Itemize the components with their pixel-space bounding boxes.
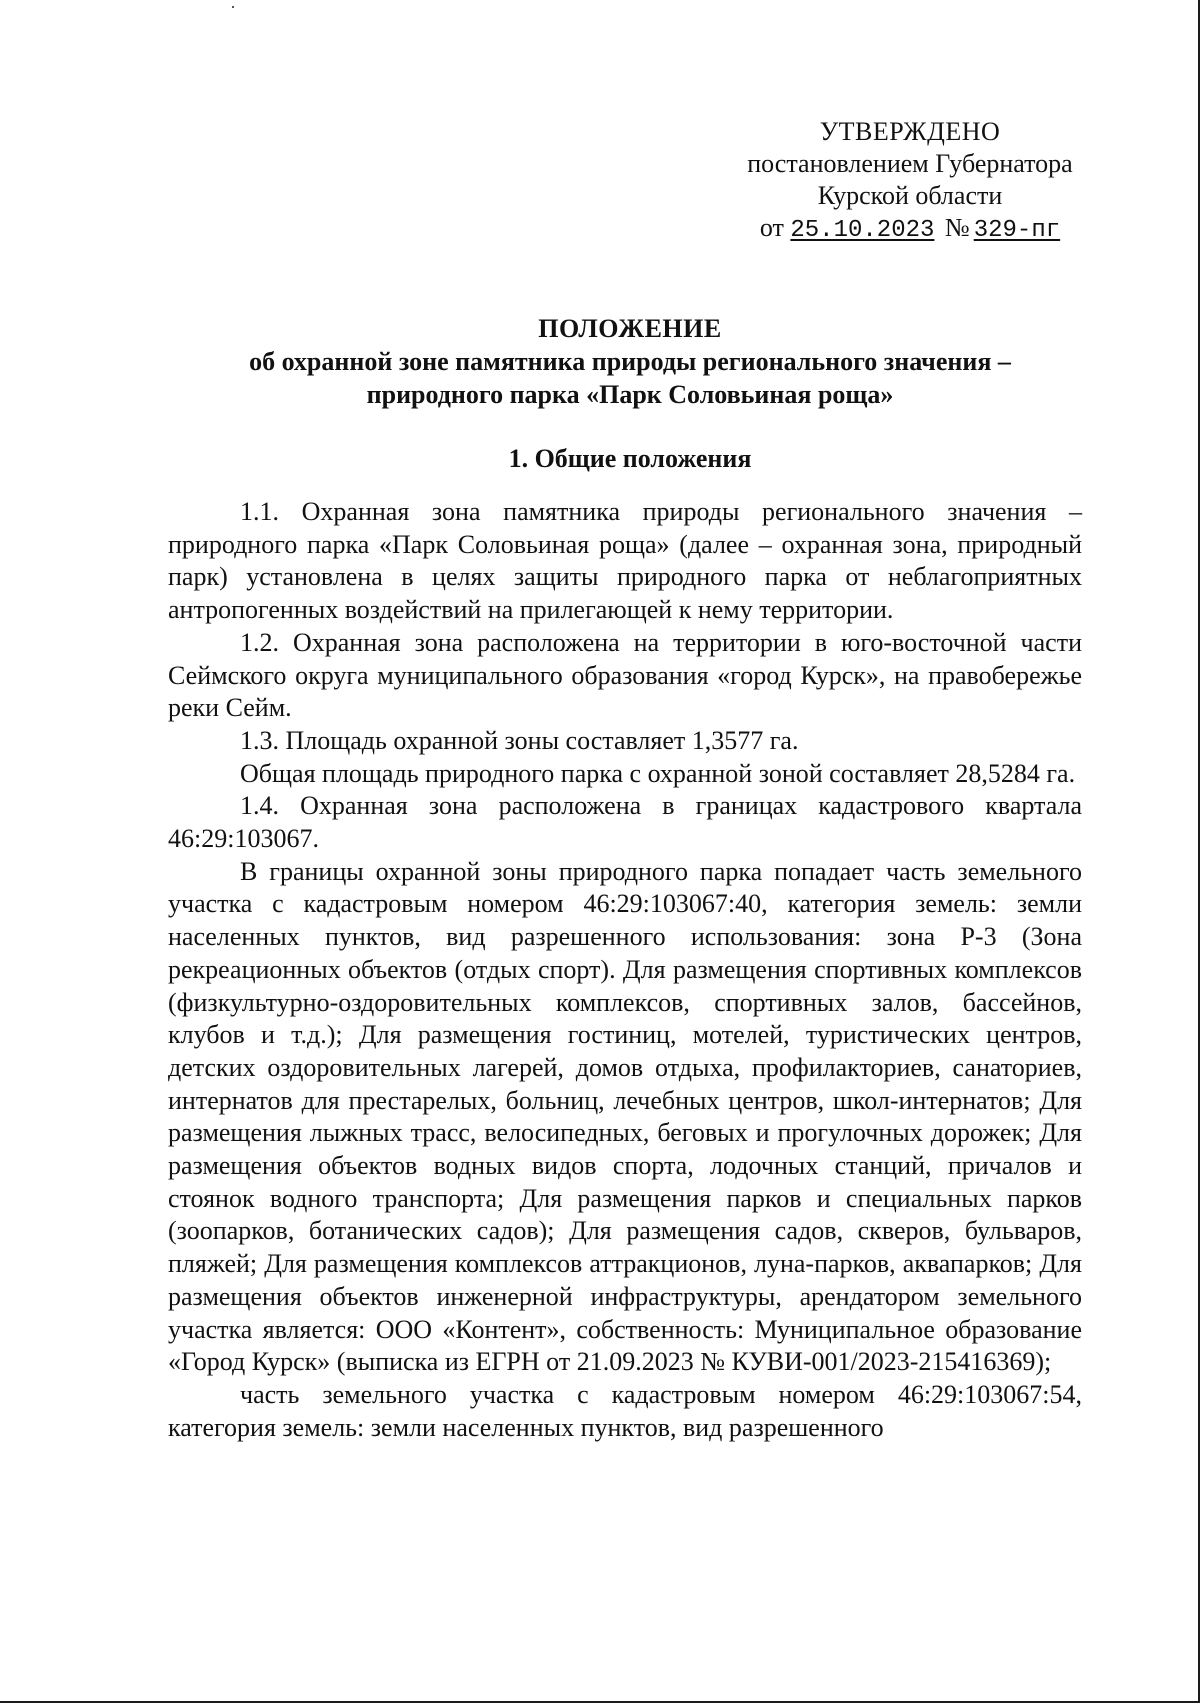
approval-date: 25.10.2023 — [790, 217, 935, 244]
approval-block — [700, 116, 1120, 247]
paragraph-1-4: 1.4. Охранная зона расположена в границах кадастрового квартала 46:29:103067. — [168, 791, 1082, 854]
document-subtitle-line-1: об охранной зоне памятника природы регионального значения – — [249, 347, 1011, 376]
paragraph-1-3: 1.3. Площадь охранной зоны составляет 1,3577 га. — [240, 725, 799, 755]
document-subtitle-line-2: природного парка «Парк Соловьиная роща» — [366, 380, 894, 409]
document-title: ПОЛОЖЕНИЕ — [538, 314, 722, 343]
document-body — [168, 496, 1082, 1444]
approval-date-prefix: от — [759, 213, 784, 242]
approval-number: 329-пг — [973, 217, 1061, 244]
approval-number-sign: № — [944, 213, 970, 242]
approval-stamp: УТВЕРЖДЕНО — [819, 117, 1001, 146]
scan-speck — [232, 6, 234, 8]
paragraph-land-plot-40: В границы охранной зоны природного парка попадает часть земельного участка с кадастровым номером 46:29:103067:40, категория земель: земли населенных пунктов, вид разрешенного использования: зона Р-3 (Зона рекреационных объектов (отдых спорт). Для размещения спортивных комплексов (физкультурно-оздоровительных комплексов, спортивных залов, бассейнов, клубов и т.д.); Для размещения гостиниц, мотелей, туристических центров, детских оздоровительных лагерей, домов отдыха, профилакториев, санаториев, интернатов для престарелых, больниц, лечебных центров, школ-интернатов; Для размещения лыжных трасс, велосипедных, беговых и прогулочных дорожек; Для размещения объектов водных видов спорта, лодочных станций, причалов и стоянок водного транспорта; Для размещения парков и специальных парков (зоопарков, ботанических садов); Для размещения садов, скверов, бульваров, пляжей; Для размещения комплексов аттракционов, луна-парков, аквапарков; Для размещения объектов инженерной инфраструктуры, арендатором земельного участка является: ООО «Контент», собственность: Муниципальное образование «Город Курск» (выписка из ЕГРН от 21.09.2023 № КУВИ-001/2023-215416369); — [168, 856, 1082, 1377]
approval-line-1: постановлением Губернатора — [747, 149, 1073, 178]
approval-date-line — [700, 212, 1120, 247]
approval-line-2: Курской области — [817, 181, 1003, 210]
paragraph-total-area: Общая площадь природного парка с охранной зоной составляет 28,5284 га. — [240, 758, 1076, 788]
paragraph-1-1: 1.1. Охранная зона памятника природы регионального значения – природного парка «Парк Соловьиная роща» (далее – охранная зона, природный парк) установлена в целях защиты природного парка от неблагоприятных антропогенных воздействий на прилегающей к нему территории. — [168, 497, 1082, 625]
paragraph-1-2: 1.2. Охранная зона расположена на территории в юго-восточной части Сеймского округа муниципального образования «город Курск», на правобережье реки Сейм. — [168, 627, 1082, 723]
section-heading: 1. Общие положения — [508, 444, 752, 473]
paragraph-land-plot-54: часть земельного участка с кадастровым номером 46:29:103067:54, категория земель: земли населенных пунктов, вид разрешенного — [168, 1379, 1082, 1442]
document-title-block — [140, 312, 1120, 411]
